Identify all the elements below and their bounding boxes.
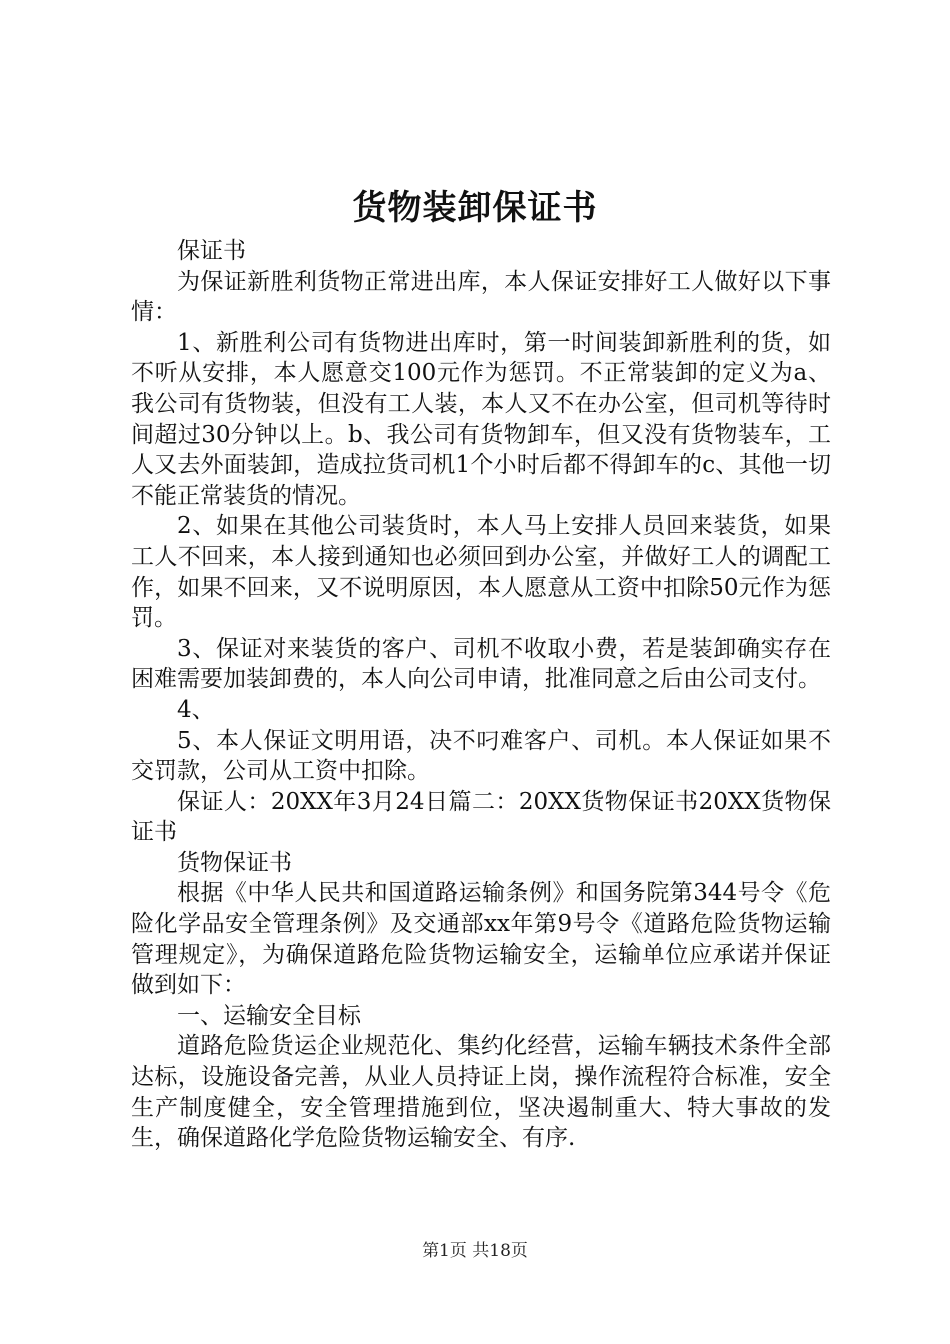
- document-title: 货物装卸保证书: [352, 188, 598, 228]
- paragraph-item-5: 5、本人保证文明用语，决不叼难客户、司机。本人保证如果不交罚款，公司从工资中扣除。: [131, 727, 831, 785]
- document-body: [131, 236, 831, 1154]
- paragraph-safety-goals: 道路危险货运企业规范化、集约化经营，运输车辆技术条件全部达标，设施设备完善，从业人员持证上岗，操作流程符合标准，安全生产制度健全，安全管理措施到位，坚决遏制重大、特大事故的发生，确保道路化学危险货物运输安全、有序.: [131, 1033, 831, 1152]
- paragraph-item-4: 4、: [177, 696, 215, 723]
- paragraph-section-heading: 一、运输安全目标: [177, 1002, 361, 1029]
- page-number-footer: 第1页 共18页: [422, 1241, 528, 1261]
- paragraph-guarantor: 保证人：20XX年3月24日篇二：20XX货物保证书20XX货物保证书: [131, 788, 831, 846]
- paragraph-regulations: 根据《中华人民共和国道路运输条例》和国务院第344号令《危险化学品安全管理条例》及交通部xx年第9号令《道路危险货物运输管理规定》，为确保道路危险货物运输安全，运输单位应承诺并保证做到如下：: [131, 880, 831, 999]
- paragraph-intro: 为保证新胜利货物正常进出库，本人保证安排好工人做好以下事情：: [131, 268, 831, 326]
- paragraph-heading-baozhengshu: 保证书: [177, 238, 246, 264]
- paragraph-item-3: 3、保证对来装货的客户、司机不收取小费，若是装卸确实存在困难需要加装卸费的，本人向公司申请，批准同意之后由公司支付。: [131, 635, 831, 693]
- paragraph-item-2: 2、如果在其他公司装货时，本人马上安排人员回来装货，如果工人不回来，本人接到通知也必须回到办公室，并做好工人的调配工作，如果不回来，又不说明原因，本人愿意从工资中扣除50元作为惩罚。: [131, 513, 831, 632]
- paragraph-subheading: 货物保证书: [177, 849, 292, 876]
- paragraph-item-1: 1、新胜利公司有货物进出库时，第一时间装卸新胜利的货，如不听从安排，本人愿意交100元作为惩罚。不正常装卸的定义为a、我公司有货物装，但没有工人装，本人又不在办公室，但司机等待时间超过30分钟以上。b、我公司有货物卸车，但又没有货物装车，工人又去外面装卸，造成拉货司机1个小时后都不得卸车的c、其他一切不能正常装货的情况。: [131, 329, 831, 509]
